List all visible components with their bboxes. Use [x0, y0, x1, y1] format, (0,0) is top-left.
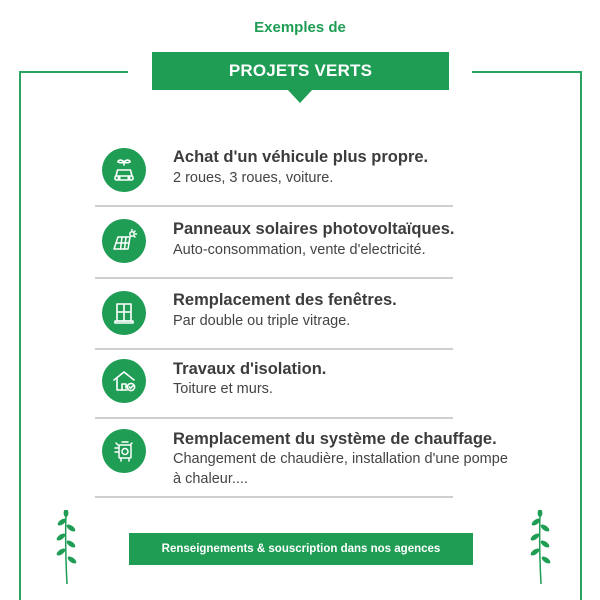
item-separator [95, 205, 453, 207]
frame-left [19, 71, 21, 600]
item-description: Changement de chaudière, installation d'une pompe à chaleur.... [173, 451, 508, 487]
window-icon [102, 291, 146, 335]
cta-label: Renseignements & souscription dans nos agences [161, 543, 441, 555]
list-item [95, 217, 453, 267]
item-description: Toiture et murs. [173, 381, 273, 397]
item-separator [95, 277, 453, 279]
house-insulation-icon [102, 359, 146, 403]
banner-arrow [287, 89, 313, 103]
plant-sprig-icon [52, 510, 82, 584]
item-separator [95, 417, 453, 419]
plant-sprig-icon [526, 510, 556, 584]
item-separator [95, 496, 453, 498]
item-description: Auto-consommation, vente d'electricité. [173, 242, 426, 258]
page-subtitle: Exemples de [254, 19, 346, 36]
list-item [95, 289, 453, 339]
info-subscription-banner [129, 533, 473, 565]
item-title: Remplacement du système de chauffage. [173, 430, 497, 448]
page-title-banner [152, 52, 449, 90]
item-title: Travaux d'isolation. [173, 360, 327, 378]
item-title: Achat d'un véhicule plus propre. [173, 148, 429, 166]
item-separator [95, 348, 453, 350]
page-title: PROJETS VERTS [228, 61, 373, 80]
item-description: 2 roues, 3 roues, voiture. [173, 170, 334, 186]
solar-panel-icon [102, 219, 146, 263]
item-description: Par double ou triple vitrage. [173, 313, 351, 329]
list-item [95, 429, 508, 495]
item-title: Remplacement des fenêtres. [173, 291, 397, 309]
green-car-icon [102, 148, 146, 192]
heat-pump-icon [102, 429, 146, 473]
list-item [95, 146, 453, 196]
item-title: Panneaux solaires photovoltaïques. [173, 220, 455, 238]
frame-top-right [472, 71, 581, 73]
frame-top-left [19, 71, 128, 73]
list-item [95, 359, 453, 409]
frame-right [580, 71, 582, 600]
